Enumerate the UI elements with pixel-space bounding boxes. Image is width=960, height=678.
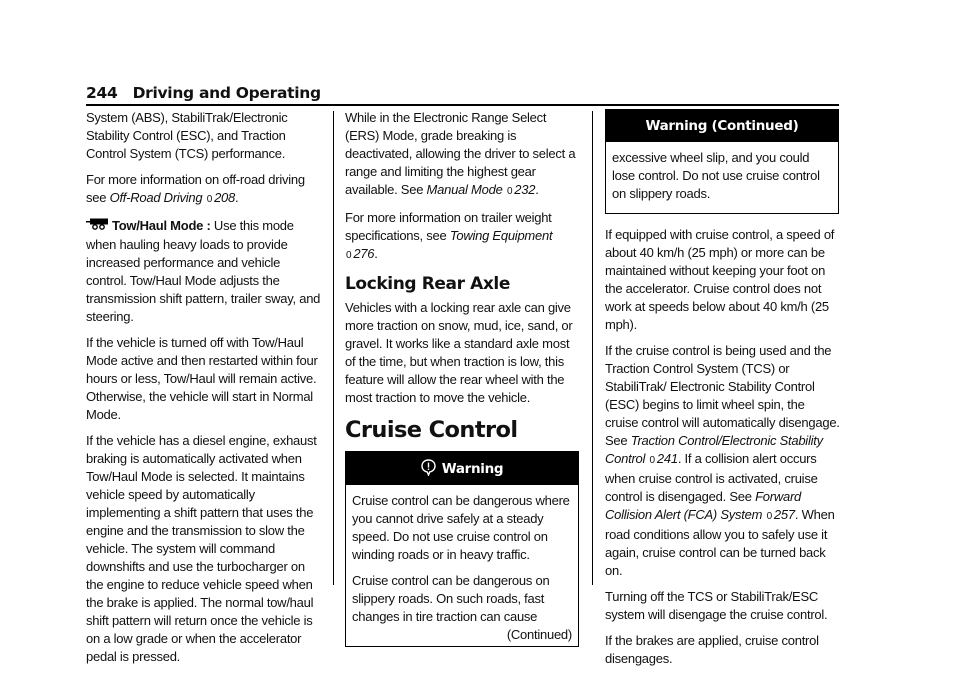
warning-body <box>346 485 578 646</box>
term-label: Tow/Haul Mode : <box>112 218 211 233</box>
column-3 <box>605 109 841 676</box>
warning-body <box>606 142 838 213</box>
page-ref-symbol: 0 <box>206 194 213 205</box>
page-number: 244 <box>86 84 118 102</box>
chapter-heading: Cruise Control <box>345 417 518 443</box>
page-ref-symbol: 0 <box>766 511 772 522</box>
page-ref-number[interactable]: 257 <box>773 507 795 522</box>
cross-reference-link[interactable]: Forward Collision Alert (FCA) System <box>605 489 802 522</box>
page-ref-symbol: 0 <box>506 186 513 197</box>
paragraph: If the cruise control is being used and the Traction Control System (TCS) or StabiliTrak/ Electronic Stability Control (ESC) begins to limit wheel spin, the cruise control will automatically disengage. See Traction Control/Electronic Stability Control 0 241. If a collision alert occurs when cruise control is activated, cruise control is disengaged. See Forward Collision Alert (FCA) System 0 257. When road conditions allow you to safely use it again, cruise control can be turned back on. <box>605 343 840 578</box>
paragraph: Tow/Haul Mode : Use this mode when hauling heavy loads to provide increased performance and vehicle control. Tow/Haul Mode adjusts the transmission shift pattern, trailer sway, and steering. <box>86 218 321 324</box>
header-rule <box>86 104 839 106</box>
warning-box <box>345 451 579 647</box>
tow-haul-icon <box>86 218 110 236</box>
warning-header <box>346 452 578 485</box>
warning-text: excessive wheel slip, and you could lose control. Do not use cruise control on slippery roads. <box>612 150 820 201</box>
cross-reference-link[interactable]: Off-Road Driving <box>109 190 203 205</box>
cross-reference-link[interactable]: Towing Equipment <box>449 228 553 243</box>
page-ref-symbol: 0 <box>649 455 655 466</box>
warning-box-continued <box>605 109 839 214</box>
paragraph: If equipped with cruise control, a speed of about 40 km/h (25 mph) or more can be maintained without keeping your foot on the accelerator. Cruise control does not work at speeds below about 40 km/h (25 mph). <box>605 227 835 332</box>
paragraph: If the brakes are applied, cruise control disengages. <box>605 633 819 666</box>
section-title: Driving and Operating <box>132 84 321 102</box>
cross-reference-link[interactable]: Manual Mode <box>426 182 503 197</box>
warning-title: Warning <box>441 461 504 477</box>
page-ref-number[interactable]: 232 <box>514 182 536 197</box>
section-heading: Locking Rear Axle <box>345 274 510 294</box>
column-divider <box>592 111 593 585</box>
paragraph: Vehicles with a locking rear axle can give more traction on snow, mud, ice, sand, or gravel. It works like a standard axle most of the time, but when traction is low, this feature will allow the rear wheel with the most traction to move the vehicle. <box>345 300 573 405</box>
paragraph: For more information on trailer weight specifications, see Towing Equipment 0 276. <box>345 210 553 261</box>
continued-note: (Continued) <box>506 627 572 642</box>
warning-header: Warning (Continued) <box>606 110 838 142</box>
cross-reference-link[interactable]: Traction Control/Electronic Stability Control <box>605 433 823 466</box>
page-ref-number[interactable]: 241 <box>656 451 678 466</box>
page-ref-number[interactable]: 276 <box>353 246 375 261</box>
warning-icon <box>421 459 436 476</box>
column-2 <box>345 109 581 647</box>
paragraph: Turning off the TCS or StabiliTrak/ESC system will disengage the cruise control. <box>605 589 828 622</box>
column-divider <box>333 111 334 585</box>
paragraph: For more information on off-road driving see Off-Road Driving 0 208. <box>86 172 305 205</box>
paragraph: System (ABS), StabiliTrak/Electronic Stability Control (ESC), and Traction Control System (TCS) performance. <box>86 110 288 161</box>
paragraph: If the vehicle has a diesel engine, exhaust braking is automatically activated when Tow/Haul Mode is selected. It maintains vehicle speed by automatically implementing a shift pattern that uses the engine and the transmission to slow the vehicle. The system will command downshifts and use the turbocharger on the engine to reduce vehicle speed when the brake is applied. The normal tow/haul shift pattern will return once the vehicle is on a low grade or when the accelerator pedal is pressed. <box>86 433 317 664</box>
page-header <box>86 84 839 102</box>
warning-text: Cruise control can be dangerous on slippery roads. On such roads, fast changes in tire traction can cause <box>352 573 550 624</box>
page-ref-number[interactable]: 208 <box>214 190 236 205</box>
paragraph: If the vehicle is turned off with Tow/Haul Mode active and then restarted within four hours or less, Tow/Haul will remain active. Otherwise, the vehicle will start in Normal Mode. <box>86 335 318 422</box>
warning-text: Cruise control can be dangerous where you cannot drive safely at a steady speed. Do not use cruise control on winding roads or in heavy traffic. <box>352 493 570 562</box>
column-1 <box>86 109 322 674</box>
page-ref-symbol: 0 <box>346 250 352 261</box>
paragraph: While in the Electronic Range Select (ERS) Mode, grade breaking is deactivated, allowing the driver to select a range and limiting the highest gear available. See Manual Mode 0 232. <box>345 110 576 197</box>
